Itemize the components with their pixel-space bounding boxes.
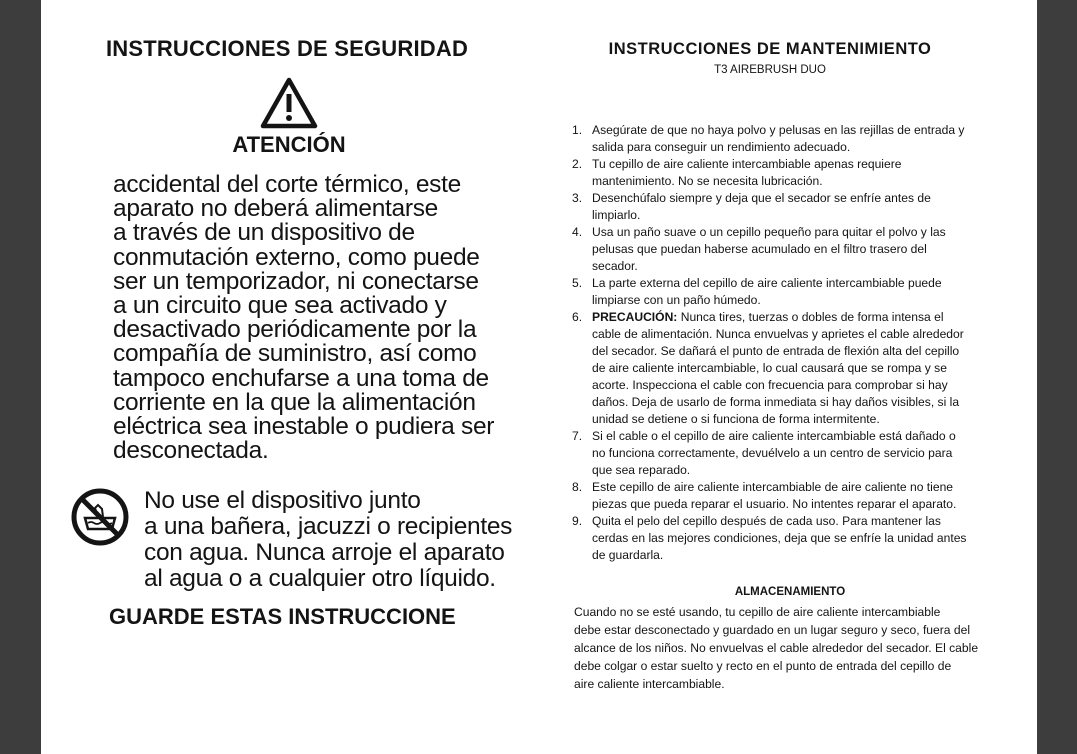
storage-paragraph xyxy=(574,603,1012,693)
attention-label: ATENCIÓN xyxy=(232,132,346,157)
item-line xyxy=(592,309,1004,326)
item-number: 3. xyxy=(572,191,583,205)
item-number: 5. xyxy=(572,276,583,290)
item-line: pelusas que puedan haberse acumulado en el filtro trasero del xyxy=(592,242,927,256)
list-item xyxy=(572,275,1004,309)
item-number: 9. xyxy=(572,514,583,528)
no-bathtub-icon xyxy=(71,488,129,546)
item-number: 6. xyxy=(572,310,583,324)
item-number: 4. xyxy=(572,225,583,239)
safety-line: a través de un dispositivo de xyxy=(113,219,415,247)
item-line: secador. xyxy=(592,259,638,273)
storage-line: debe estar desconectado y guardado en un lugar seguro y seco, fuera del xyxy=(574,623,971,637)
item-line-text: Nunca tires, tuerzas o dobles de forma intensa el xyxy=(677,310,944,324)
item-line: unidad se detiene o si funciona de forma intermitente. xyxy=(592,412,880,426)
list-item xyxy=(572,513,1004,564)
product-name: T3 AIREBRUSH DUO xyxy=(714,64,826,76)
item-line: limpiarse con un paño húmedo. xyxy=(592,293,761,307)
item-line: mantenimiento. No se necesita lubricación. xyxy=(592,174,823,188)
keep-instructions-heading: GUARDE ESTAS INSTRUCCIONE xyxy=(109,604,456,629)
caution-label: PRECAUCIÓN: xyxy=(592,310,678,324)
safety-title: INSTRUCCIONES DE SEGURIDAD xyxy=(105,36,469,61)
safety-line: ser un temporizador, ni conectarse xyxy=(113,267,479,295)
item-line: limpiarlo. xyxy=(592,208,641,222)
warning-triangle-icon xyxy=(260,77,318,129)
list-item xyxy=(572,190,1004,224)
safety-line: conmutación externo, como puede xyxy=(113,243,480,271)
safety-line: accidental del corte térmico, este xyxy=(113,171,461,198)
maintenance-title: INSTRUCCIONES DE MANTENIMIENTO xyxy=(608,40,932,58)
list-item xyxy=(572,309,1004,428)
item-line: Asegúrate de que no haya polvo y pelusas en las rejillas de entrada y xyxy=(592,123,965,137)
item-line: Este cepillo de aire caliente intercambiable de aire caliente no tiene xyxy=(592,480,954,494)
item-number: 7. xyxy=(572,429,583,443)
safety-line: desactivado periódicamente por la xyxy=(113,316,477,344)
document-page xyxy=(41,0,1037,754)
list-item xyxy=(572,224,1004,275)
safety-line: tampoco enchufarse a una toma de xyxy=(113,364,489,392)
list-item xyxy=(572,428,1004,479)
item-line: piezas que pueda reparar el usuario. No intentes reparar el aparato. xyxy=(592,497,957,511)
safety-line: corriente en la que la alimentación xyxy=(113,388,476,416)
storage-line: aire caliente intercambiable. xyxy=(574,677,725,691)
bath-line: No use el dispositivo junto xyxy=(144,487,421,514)
safety-line: desconectada. xyxy=(113,437,269,465)
item-line: cable de alimentación. Nunca envuelvas y aprietes el cable alrededor xyxy=(592,327,964,341)
safety-line: aparato no deberá alimentarse xyxy=(113,195,438,223)
item-line: Desenchúfalo siempre y deja que el secador se enfríe antes de xyxy=(592,191,931,205)
storage-line: debe colgar o estar suelto y recto en el punto de entrada del cepillo de xyxy=(574,659,952,673)
maintenance-list xyxy=(572,122,1004,564)
bath-line: con agua. Nunca arroje el aparato xyxy=(144,539,505,566)
safety-paragraph xyxy=(113,173,513,463)
item-line: La parte externa del cepillo de aire caliente intercambiable puede xyxy=(592,276,942,290)
item-line: no funciona correctamente, devuélvelo a un centro de servicio para xyxy=(592,446,953,460)
item-line: acorte. Inspecciona el cable con frecuencia para comprobar si hay xyxy=(592,378,948,392)
storage-line: Cuando no se esté usando, tu cepillo de aire caliente intercambiable xyxy=(574,605,941,619)
list-item xyxy=(572,122,1004,156)
storage-line: alcance de los niños. No envuelvas el cable alrededor del secador. El cable xyxy=(574,641,979,655)
item-line: del secador. Se dañará el punto de entrada de flexión alta del cepillo xyxy=(592,344,960,358)
item-line: Tu cepillo de aire caliente intercambiable apenas requiere xyxy=(592,157,902,171)
item-line: Quita el pelo del cepillo después de cada uso. Para mantener las xyxy=(592,514,941,528)
bath-line: a una bañera, jacuzzi o recipientes xyxy=(144,513,513,540)
list-item xyxy=(572,479,1004,513)
item-line: Si el cable o el cepillo de aire caliente intercambiable está dañado o xyxy=(592,429,956,443)
item-line: Usa un paño suave o un cepillo pequeño para quitar el polvo y las xyxy=(592,225,946,239)
bath-line: al agua o a cualquier otro líquido. xyxy=(144,565,496,592)
safety-line: eléctrica sea inestable o pudiera ser xyxy=(113,413,495,441)
item-number: 2. xyxy=(572,157,583,171)
item-line: de aire caliente intercambiable, lo cual causará que se rompa y se xyxy=(592,361,947,375)
safety-line: a un circuito que sea activado y xyxy=(113,292,447,320)
item-line: daños. Deja de usarlo de forma inmediata si hay daños visibles, si la xyxy=(592,395,960,409)
list-item xyxy=(572,156,1004,190)
item-line: que sea reparado. xyxy=(592,463,691,477)
item-line: salida para conseguir un rendimiento adecuado. xyxy=(592,140,851,154)
bathtub-warning xyxy=(144,488,514,592)
item-number: 8. xyxy=(572,480,583,494)
item-number: 1. xyxy=(572,123,583,137)
safety-line: compañía de suministro, así como xyxy=(113,340,477,368)
item-line: cerdas en las mejores condiciones, deja que se enfríe la unidad antes xyxy=(592,531,967,545)
storage-title: ALMACENAMIENTO xyxy=(734,586,846,598)
item-line: de guardarla. xyxy=(592,548,664,562)
